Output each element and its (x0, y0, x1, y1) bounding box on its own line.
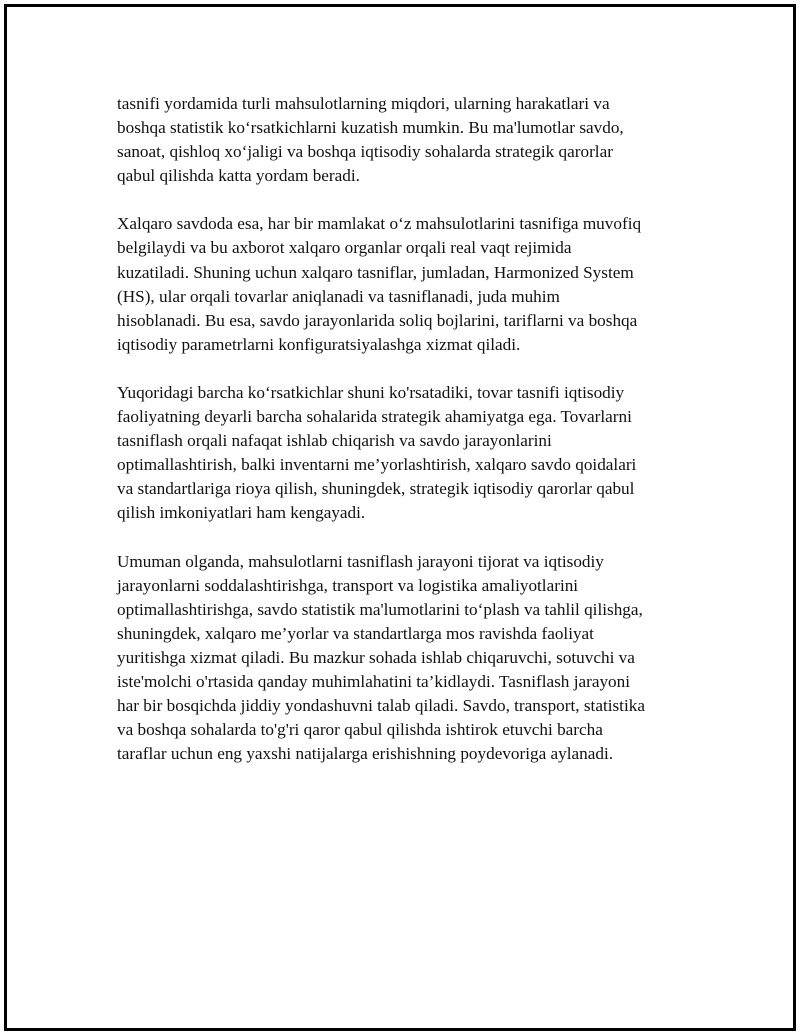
text-line: boshqa statistik ko‘rsatkichlarni kuzatish mumkin. Bu ma'lumotlar savdo, (117, 118, 624, 138)
text-line: yuritishga xizmat qiladi. Bu mazkur sohada ishlab chiqaruvchi, sotuvchi va (117, 647, 635, 667)
document-body (117, 92, 697, 790)
paragraph-2 (117, 212, 697, 357)
text-line: optimallashtirish, balki inventarni me’yorlashtirish, xalqaro savdo qoidalari (117, 455, 637, 475)
text-line: sanoat, qishloq xo‘jaligi va boshqa iqtisodiy sohalarda strategik qarorlar (117, 142, 613, 162)
text-line: qabul qilishda katta yordam beradi. (117, 166, 360, 186)
text-line: iste'molchi o'rtasida qanday muhimlahatini ta’kidlaydi. Tasniflash jarayoni (117, 671, 631, 691)
text-line: kuzatiladi. Shuning uchun xalqaro tasniflar, jumladan, Harmonized System (117, 262, 634, 282)
text-line: jarayonlarni soddalashtirishga, transport va logistika amaliyotlarini (117, 575, 579, 595)
text-line: qilish imkoniyatlari ham kengayadi. (117, 503, 366, 523)
paragraph-1 (117, 92, 697, 188)
text-line: shuningdek, xalqaro me’yorlar va standartlarga mos ravishda faoliyat (117, 623, 594, 643)
paragraph-4 (117, 550, 697, 767)
text-line: va boshqa sohalarda to'g'ri qaror qabul qilishda ishtirok etuvchi barcha (117, 720, 603, 740)
text-line: iqtisodiy parametrlarni konfiguratsiyalashga xizmat qiladi. (117, 334, 521, 354)
text-line: belgilaydi va bu axborot xalqaro organlar orqali real vaqt rejimida (117, 238, 572, 258)
text-line: tasnifi yordamida turli mahsulotlarning miqdori, ularning harakatlari va (117, 94, 610, 113)
text-line: (HS), ular orqali tovarlar aniqlanadi va tasniflanadi, juda muhim (117, 286, 560, 306)
text-line: Umuman olganda, mahsulotlarni tasniflash jarayoni tijorat va iqtisodiy (117, 551, 604, 571)
text-line: optimallashtirishga, savdo statistik ma'lumotlarini to‘plash va tahlil qilishga, (117, 599, 643, 619)
text-line: va standartlariga rioya qilish, shuningdek, strategik iqtisodiy qarorlar qabul (117, 479, 635, 499)
text-line: har bir bosqichda jiddiy yondashuvni talab qiladi. Savdo, transport, statistika (117, 696, 645, 716)
text-line: hisoblanadi. Bu esa, savdo jarayonlarida soliq bojlarini, tariflarni va boshqa (117, 310, 638, 330)
text-line: Yuqoridagi barcha ko‘rsatkichlar shuni ko'rsatadiki, tovar tasnifi iqtisodiy (117, 382, 625, 402)
text-line: faoliyatning deyarli barcha sohalarida strategik ahamiyatga ega. Tovarlarni (117, 407, 632, 427)
text-line: taraflar uchun eng yaxshi natijalarga erishishning poydevoriga aylanadi. (117, 744, 614, 764)
paragraph-3 (117, 381, 697, 526)
text-line: Xalqaro savdoda esa, har bir mamlakat o‘z mahsulotlarini tasnifiga muvofiq (117, 214, 642, 234)
text-line: tasniflash orqali nafaqat ishlab chiqarish va savdo jarayonlarini (117, 431, 552, 451)
